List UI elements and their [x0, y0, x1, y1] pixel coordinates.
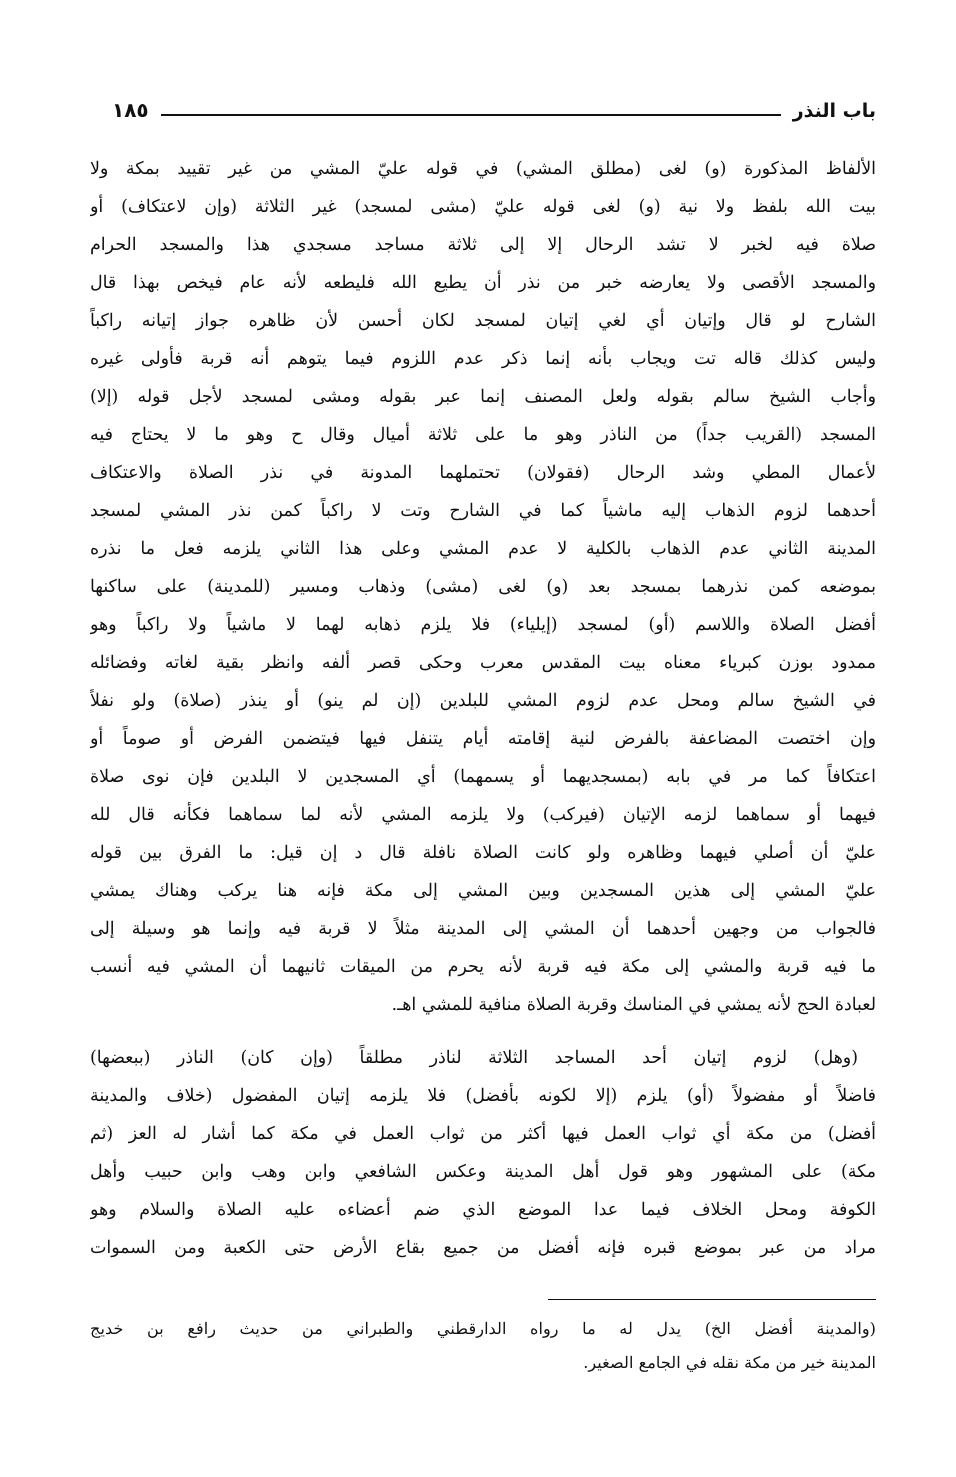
text-line: أفضل الصلاة واللاسم (أو) لمسجد (إيلياء) فلا يلزم ذهابه لهما لا ماشياً ولا راكباً وهو — [90, 615, 876, 635]
text-line: (والمدينة أفضل الخ) يدل له ما رواه الدارقطني والطبراني من حديث رافع بن خديج — [90, 1319, 876, 1338]
text-line: في الشيخ سالم ومحل عدم لزوم المشي للبلدين (إن لم ينو) أو ينذر (صلاة) ولو نفلاً — [90, 691, 876, 711]
running-header — [112, 86, 876, 126]
text-line: ما فيه قربة والمشي إلى مكة فيه قربة لأنه يحرم من الميقات ثانيهما أن المشي فيه أنسب — [90, 957, 876, 977]
text-line: وأجاب الشيخ سالم بقوله ولعل المصنف إنما عبر بقوله ومشى لمسجد لأجل قوله (إلا) — [90, 387, 876, 407]
text-line: أفضل) من مكة أي ثواب العمل فيها أكثر من ثواب العمل في مكة كما أشار له العز (ثم — [90, 1124, 876, 1144]
text-line: فالجواب من وجهين أحدهما أن المشي إلى المدينة مثلاً لا قربة فيه وإنما هو وسيلة إلى — [90, 919, 876, 939]
text-line: بموضعه كمن نذرهما بمسجد بعد (و) لغى (مشى) وذهاب ومسير (للمدينة) على ساكنها — [90, 577, 876, 597]
text-line: المسجد (القريب جداً) من الناذر وهو ما على ثلاثة أميال وقال ح وهو ما لا يحتاج فيه — [90, 425, 876, 445]
text-line: فيهما أو سماهما لزمه الإتيان (فيركب) ولا يلزمه المشي لأنه لما سماهما فكأنه قال لله — [90, 805, 876, 825]
text-line: (وهل) لزوم إتيان أحد المساجد الثلاثة لناذر مطلقاً (وإن كان) الناذر (ببعضها) — [90, 1048, 858, 1068]
text-line: ممدود بوزن كبرياء معناه بيت المقدس معرب وحكى قصر ألفه وانظر بقية لغاته وفضائله — [90, 653, 876, 673]
main-paragraph-1 — [90, 150, 876, 1024]
text-line: والمسجد الأقصى ولا يعارضه خبر من نذر أن يطيع الله فليطعه لأنه عام فيخص بهذا قال — [90, 273, 876, 293]
page-number: ١٨٥ — [112, 98, 149, 122]
text-line: المدينة خير من مكة نقله في الجامع الصغير. — [583, 1353, 876, 1372]
footnote — [90, 1312, 876, 1380]
text-line: لأعمال المطي وشد الرحال (فقولان) تحتملهما المدونة في نذر الصلاة والاعتكاف — [90, 463, 876, 483]
text-line: اعتكافاً كما مر في بابه (بمسجديهما أو يسمهما) أي المسجدين لا البلدين فإن نوى صلاة — [90, 767, 876, 787]
text-line: فاضلاً أو مفضولاً (أو) يلزم (إلا لكونه بأفضل) فلا يلزمه إتيان المفضول (خلاف والمدينة — [90, 1086, 876, 1106]
text-line: عليّ المشي إلى هذين المسجدين وبين المشي إلى مكة فإنه هنا يركب وهناك يمشي — [90, 881, 876, 901]
chapter-title: باب النذر — [792, 100, 876, 122]
text-line: صلاة فيه لخبر لا تشد الرحال إلا إلى ثلاثة مساجد مسجدي هذا والمسجد الحرام — [90, 235, 876, 255]
text-line: مكة) على المشهور وهو قول أهل المدينة وعكس الشافعي وابن وهب وابن حبيب وأهل — [90, 1162, 876, 1182]
text-line: الكوفة ومحل الخلاف فيما عدا الموضع الذي ضم أعضاءه عليه الصلاة والسلام وهو — [90, 1200, 876, 1220]
text-line: الشارح لو قال وإتيان أي لغي إتيان لمسجد لكان أحسن لأن ظاهره جواز إتيانه راكباً — [90, 311, 876, 331]
text-line: وليس كذلك قاله تت ويجاب بأنه إنما ذكر عدم اللزوم فيما يتوهم أنه قربة فأولى غيره — [90, 349, 876, 369]
header-rule — [161, 114, 781, 116]
text-line: وإن اختصت المضاعفة بالفرض لنية إقامته أيام يتنفل فيها فيتضمن الفرض أو صوماً أو — [90, 729, 876, 749]
text-line: عليّ أن أصلي فيهما وظاهره ولو كانت الصلاة نافلة قال د إن قيل: ما الفرق بين قوله — [90, 843, 876, 863]
text-line: المدينة الثاني عدم الذهاب بالكلية لا عدم المشي وعلى هذا الثاني يلزمه فعل ما نذره — [90, 539, 876, 559]
text-line: بيت الله بلفظ ولا نية (و) لغى قوله عليّ (مشى لمسجد) غير الثلاثة (وإن لاعتكاف) أو — [90, 197, 876, 217]
text-line: مراد من عبر بموضع قبره فإنه أفضل من جميع بقاع الأرض حتى الكعبة ومن السموات — [90, 1238, 876, 1258]
main-paragraph-2 — [90, 1039, 876, 1267]
text-line: أحدهما لزوم الذهاب إليه ماشياً كما في الشارح وتت لا راكباً كمن نذر المشي لمسجد — [90, 501, 876, 521]
footnote-separator — [548, 1299, 876, 1300]
text-line: الألفاظ المذكورة (و) لغى (مطلق المشي) في قوله عليّ المشي من غير تقييد بمكة ولا — [90, 159, 876, 179]
text-line: لعبادة الحج لأنه يمشي في المناسك وقربة الصلاة منافية للمشي اهـ. — [391, 995, 876, 1015]
